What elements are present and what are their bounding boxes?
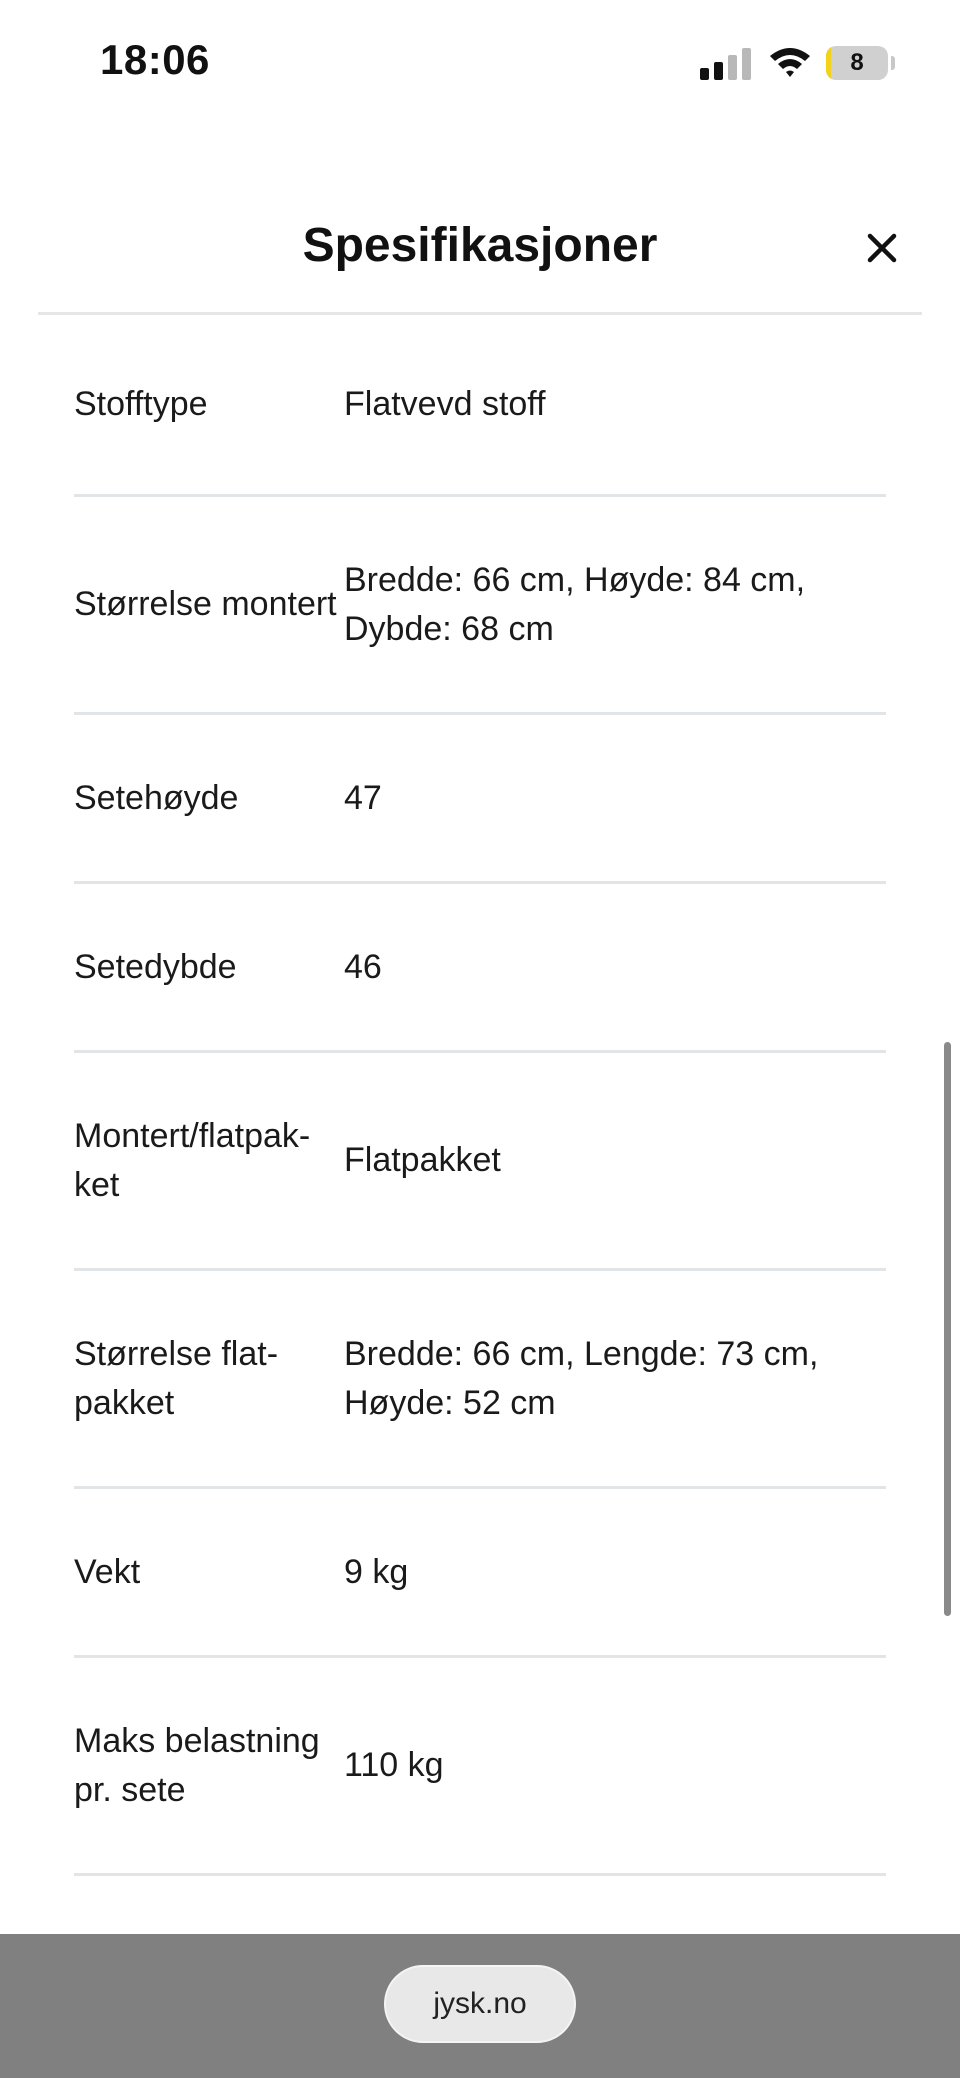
close-icon[interactable] (858, 224, 906, 272)
status-bar (0, 0, 960, 120)
spec-label: Setedybde (74, 947, 237, 986)
spec-value: 46 (344, 947, 382, 986)
spec-list (74, 315, 886, 1876)
spec-label: Montert/flatpakket (74, 1116, 311, 1204)
cellular-signal-icon (700, 48, 752, 80)
spec-value: Flatpakket (344, 1141, 501, 1179)
spec-value: 47 (344, 778, 382, 817)
sheet-header (0, 160, 960, 314)
spec-row (74, 884, 886, 1053)
sheet-title: Spesifikasjoner (302, 219, 658, 272)
battery-level: 8 (850, 49, 864, 76)
spec-row (74, 1658, 886, 1876)
battery-icon (826, 46, 888, 80)
spec-label: Setehøyde (74, 778, 239, 817)
spec-row (74, 715, 886, 884)
battery-tip (891, 56, 895, 70)
spec-value: Bredde: 66 cm, Lengde: 73 cm, Høyde: 52 cm (344, 1334, 819, 1422)
spec-value: Flatvevd stoff (344, 385, 546, 423)
spec-row (74, 497, 886, 715)
spec-label: Størrelse montert (74, 585, 337, 623)
spec-label: Maks belastning pr. sete (74, 1721, 320, 1809)
spec-label: Størrelse flatpakket (74, 1334, 279, 1422)
scrollbar[interactable] (944, 1042, 951, 1616)
spec-row (74, 1271, 886, 1489)
spec-value: Bredde: 66 cm, Høyde: 84 cm, Dybde: 68 cm (344, 560, 806, 648)
spec-row (74, 1489, 886, 1658)
url-bar[interactable]: jysk.no (384, 1965, 576, 2043)
spec-value: 9 kg (344, 1552, 409, 1591)
status-time: 18:06 (100, 36, 210, 83)
spec-row (74, 1053, 886, 1271)
spec-label: Vekt (74, 1552, 141, 1591)
spec-value: 110 kg (344, 1746, 444, 1784)
spec-label: Stofftype (74, 385, 208, 423)
wifi-icon (768, 44, 812, 80)
spec-row (74, 315, 886, 497)
